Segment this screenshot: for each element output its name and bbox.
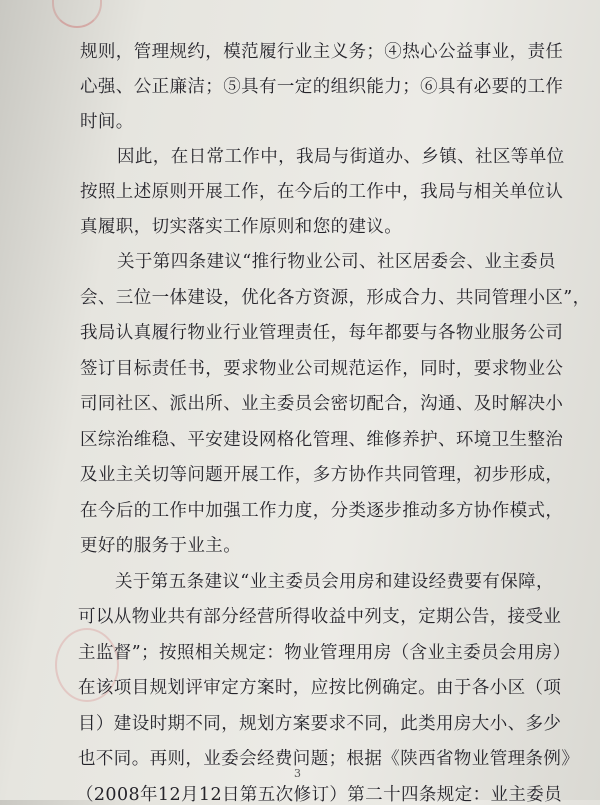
text-line: 规则，管理规约，模范履行业主义务；④热心公益事业，责任 xyxy=(80,42,564,62)
text-line: 司同社区、派出所、业主委员会密切配合，沟通、及时解决小 xyxy=(80,394,564,414)
red-seal-stamp xyxy=(52,0,102,28)
text-line: 在该项目规划评审定方案时，应按比例确定。由于各小区（项 xyxy=(78,678,562,698)
text-line: 按照上述原则开展工作，在今后的工作中，我局与相关单位认 xyxy=(80,182,564,202)
text-line: 在今后的工作中加强工作力度，分类逐步推动多方协作模式， xyxy=(80,501,564,521)
text-line: 主监督”；按照相关规定：物业管理用房（含业主委员会用房） xyxy=(78,643,571,663)
text-line: 真履职，切实落实工作原则和您的建议。 xyxy=(80,217,403,237)
text-line: 区综治维稳、平安建设网格化管理、维修养护、环境卫生整治 xyxy=(80,430,564,450)
text-line: 关于第四条建议“推行物业公司、社区居委会、业主委员 xyxy=(117,252,556,272)
page-number: 3 xyxy=(294,767,301,780)
text-line: 签订目标责任书，要求物业公司规范运作，同时，要求物业公 xyxy=(80,359,564,379)
text-line: 我局认真履行物业行业管理责任，每年都要与各物业服务公司 xyxy=(80,323,564,343)
text-line: 及业主关切等问题开展工作，多方协作共同管理，初步形成， xyxy=(80,465,564,485)
text-line: 因此，在日常工作中，我局与街道办、乡镇、社区等单位 xyxy=(117,147,565,167)
text-line: 会、三位一体建设，优化各方资源，形成合力、共同管理小区”， xyxy=(80,288,591,308)
text-line: 可以从物业共有部分经营所得收益中列支，定期公告，接受业 xyxy=(78,607,562,627)
text-line: 更好的服务于业主。 xyxy=(80,536,242,556)
text-line: 也不同。再则，业委会经费问题；根据《陕西省物业管理条例》 xyxy=(78,749,580,769)
text-line: 关于第五条建议“业主委员会用房和建设经费要有保障， xyxy=(115,572,554,592)
text-line: 心强、公正廉洁；⑤具有一定的组织能力；⑥具有必要的工作 xyxy=(80,77,564,97)
text-line: 目）建设时期不同，规划方案要求不同，此类用房大小、多少 xyxy=(78,714,562,734)
text-line: 时间。 xyxy=(80,112,134,132)
text-line: （2008年12月12日第五次修订）第二十四条规定：业主委员 xyxy=(76,785,563,805)
